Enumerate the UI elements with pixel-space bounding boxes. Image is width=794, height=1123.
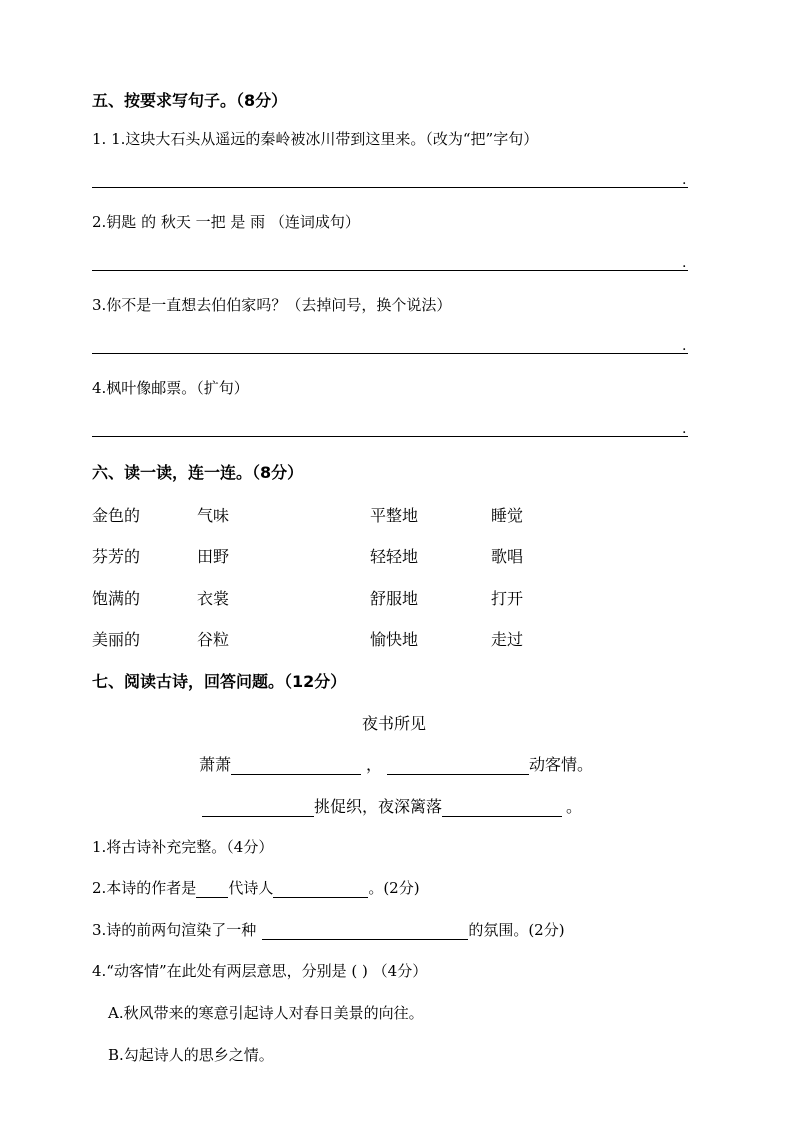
- poem-line-2-end: 。: [566, 797, 583, 816]
- poem-line-2-mid: 挑促织，夜深篱落: [314, 797, 443, 816]
- poem-line-1-comma: ，: [366, 755, 383, 774]
- poem-blank-2[interactable]: [387, 756, 529, 775]
- word-col3-4[interactable]: 愉快地: [370, 630, 419, 649]
- section-5-title: 五、按要求写句子。（8分）: [92, 91, 288, 110]
- word-col2-2[interactable]: 田野: [197, 547, 230, 566]
- poem-blank-1[interactable]: [231, 756, 361, 775]
- option-b[interactable]: B.勾起诗人的思乡之情。: [108, 1046, 274, 1064]
- word-col3-2[interactable]: 轻轻地: [370, 547, 419, 566]
- poem-blank-3[interactable]: [202, 798, 314, 817]
- dynasty-blank[interactable]: [196, 879, 228, 898]
- question-7-2-text-b: 代诗人: [228, 879, 274, 897]
- question-7-2-text-c: 。(2分): [368, 879, 420, 897]
- question-7-3-text-a: 3.诗的前两句渲染了一种: [92, 921, 257, 939]
- word-col2-4[interactable]: 谷粒: [197, 630, 230, 649]
- word-col1-4[interactable]: 美丽的: [92, 630, 141, 649]
- question-7-3-text-b: 的氛围。(2分): [468, 921, 565, 939]
- word-col1-1[interactable]: 金色的: [92, 506, 141, 525]
- poem-blank-4[interactable]: [442, 798, 562, 817]
- answer-line-5-3[interactable]: [92, 353, 688, 354]
- word-col4-3[interactable]: 打开: [491, 589, 524, 608]
- option-a[interactable]: A.秋风带来的寒意引起诗人对春日美景的向往。: [108, 1004, 424, 1022]
- question-5-2: 2.钥匙 的 秋天 一把 是 雨 （连词成句）: [92, 213, 360, 231]
- poem-line-1-end: 动客情。: [529, 755, 594, 774]
- word-col4-1[interactable]: 睡觉: [491, 506, 524, 525]
- answer-line-5-2[interactable]: [92, 270, 688, 271]
- answer-line-5-4[interactable]: [92, 436, 688, 437]
- question-7-3: [92, 919, 565, 940]
- word-col1-3[interactable]: 饱满的: [92, 589, 141, 608]
- answer-end-mark: .: [682, 255, 687, 271]
- question-7-2-text-a: 2.本诗的作者是: [92, 879, 197, 897]
- word-col2-3[interactable]: 衣裳: [197, 589, 230, 608]
- poem-title: 夜书所见: [362, 714, 427, 733]
- poem-line-2: [202, 794, 582, 817]
- question-5-1: 1. 1.这块大石头从遥远的秦岭被冰川带到这里来。（改为“把”字句）: [92, 130, 539, 148]
- question-7-2: [92, 877, 420, 898]
- word-col3-3[interactable]: 舒服地: [370, 589, 419, 608]
- section-7-title: 七、阅读古诗，回答问题。（12分）: [92, 672, 347, 691]
- word-col1-2[interactable]: 芬芳的: [92, 547, 141, 566]
- question-7-1: 1.将古诗补充完整。（4分）: [92, 838, 274, 856]
- section-6-title: 六、读一读，连一连。（8分）: [92, 463, 304, 482]
- poem-line-1-start: 萧萧: [199, 755, 232, 774]
- question-5-4: 4.枫叶像邮票。（扩句）: [92, 379, 249, 397]
- question-5-3: 3.你不是一直想去伯伯家吗？（去掉问号，换个说法）: [92, 296, 452, 314]
- question-7-4: 4.“动客情”在此处有两层意思，分别是 ( ) （4分）: [92, 962, 428, 980]
- answer-end-mark: .: [682, 172, 687, 188]
- answer-end-mark: .: [682, 421, 687, 437]
- word-col4-4[interactable]: 走过: [491, 630, 524, 649]
- word-col3-1[interactable]: 平整地: [370, 506, 419, 525]
- poet-blank[interactable]: [273, 879, 368, 898]
- word-col4-2[interactable]: 歌唱: [491, 547, 524, 566]
- poem-line-1: [199, 752, 593, 775]
- answer-end-mark: .: [682, 338, 687, 354]
- word-col2-1[interactable]: 气味: [197, 506, 230, 525]
- answer-line-5-1[interactable]: [92, 187, 688, 188]
- atmosphere-blank[interactable]: [262, 921, 468, 940]
